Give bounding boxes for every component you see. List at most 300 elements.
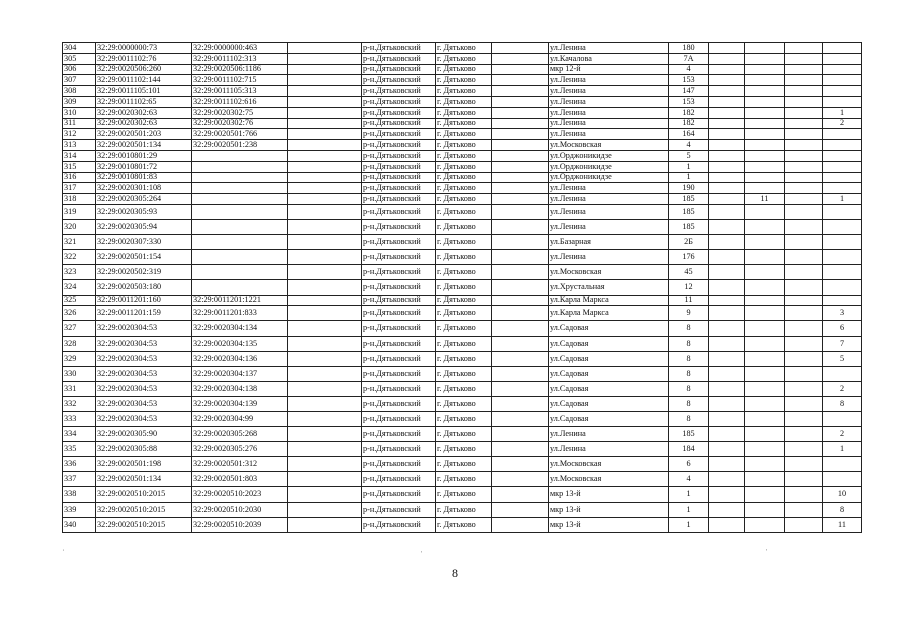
table-cell: г. Дятьково: [436, 411, 492, 426]
table-cell: 32:29:0020304:53: [96, 351, 192, 366]
table-cell: [785, 336, 823, 351]
table-cell: 32:29:0020305:276: [192, 442, 288, 457]
table-cell: [823, 53, 862, 64]
table-cell: [288, 150, 362, 161]
table-cell: ул.Ленина: [549, 194, 669, 205]
table-cell: [745, 150, 785, 161]
table-cell: [492, 336, 549, 351]
table-cell: [823, 86, 862, 97]
table-cell: [288, 336, 362, 351]
table-cell: [492, 250, 549, 265]
table-cell: ул.Садовая: [549, 381, 669, 396]
table-cell: [709, 411, 745, 426]
table-cell: 164: [669, 129, 709, 140]
table-cell: р-н.Дятьковский: [362, 53, 436, 64]
table-cell: 4: [669, 64, 709, 75]
table-cell: [745, 351, 785, 366]
table-cell: р-н.Дятьковский: [362, 517, 436, 532]
table-cell: р-н.Дятьковский: [362, 172, 436, 183]
table-cell: 8: [669, 381, 709, 396]
table-row: [63, 250, 862, 265]
table-cell: [709, 53, 745, 64]
table-cell: 32:29:0010801:29: [96, 150, 192, 161]
table-cell: 340: [63, 517, 96, 532]
table-cell: ул.Ленина: [549, 107, 669, 118]
table-cell: [709, 381, 745, 396]
scan-speck: ˈ: [420, 550, 423, 559]
table-cell: ул.Хрустальная: [549, 280, 669, 295]
table-cell: [288, 411, 362, 426]
table-cell: р-н.Дятьковский: [362, 194, 436, 205]
table-cell: [745, 204, 785, 219]
table-cell: [785, 194, 823, 205]
table-cell: 32:29:0020501:203: [96, 129, 192, 140]
table-cell: [785, 351, 823, 366]
table-cell: 32:29:0020304:53: [96, 396, 192, 411]
table-cell: [192, 161, 288, 172]
table-cell: [785, 306, 823, 321]
table-cell: ул.Карла Маркса: [549, 295, 669, 306]
table-cell: 32:29:0020304:134: [192, 321, 288, 336]
table-cell: р-н.Дятьковский: [362, 140, 436, 151]
table-cell: 326: [63, 306, 96, 321]
table-cell: [492, 118, 549, 129]
table-cell: 8: [669, 321, 709, 336]
table-cell: [785, 321, 823, 336]
table-cell: ул.Орджоникидзе: [549, 150, 669, 161]
table-cell: 319: [63, 204, 96, 219]
table-cell: [745, 517, 785, 532]
table-cell: 32:29:0020302:63: [96, 118, 192, 129]
table-cell: 32:29:0020302:75: [192, 107, 288, 118]
table-cell: [709, 295, 745, 306]
table-row: [63, 472, 862, 487]
table-cell: [288, 396, 362, 411]
table-cell: г. Дятьково: [436, 118, 492, 129]
table-row: [63, 53, 862, 64]
table-cell: 32:29:0011102:65: [96, 96, 192, 107]
table-cell: [492, 64, 549, 75]
table-cell: [288, 107, 362, 118]
table-cell: 1: [823, 442, 862, 457]
table-cell: [785, 86, 823, 97]
table-cell: 184: [669, 442, 709, 457]
table-cell: 32:29:0020510:2039: [192, 517, 288, 532]
table-cell: 11: [745, 194, 785, 205]
table-row: [63, 43, 862, 54]
table-cell: 337: [63, 472, 96, 487]
table-cell: 318: [63, 194, 96, 205]
table-cell: р-н.Дятьковский: [362, 487, 436, 502]
table-cell: р-н.Дятьковский: [362, 411, 436, 426]
table-cell: ул.Ленина: [549, 427, 669, 442]
registry-table: [62, 42, 862, 533]
table-cell: 32:29:0020501:198: [96, 457, 192, 472]
table-cell: 190: [669, 183, 709, 194]
table-cell: [288, 235, 362, 250]
table-cell: [745, 107, 785, 118]
table-cell: [745, 220, 785, 235]
table-cell: [492, 411, 549, 426]
table-cell: 336: [63, 457, 96, 472]
table-cell: 4: [669, 472, 709, 487]
table-cell: [745, 140, 785, 151]
table-cell: [745, 321, 785, 336]
table-cell: г. Дятьково: [436, 86, 492, 97]
table-cell: [492, 457, 549, 472]
table-cell: [823, 280, 862, 295]
table-cell: 32:29:0020501:766: [192, 129, 288, 140]
table-cell: р-н.Дятьковский: [362, 64, 436, 75]
table-cell: [288, 75, 362, 86]
table-cell: г. Дятьково: [436, 250, 492, 265]
table-cell: 32:29:0020510:2015: [96, 487, 192, 502]
table-cell: р-н.Дятьковский: [362, 321, 436, 336]
table-cell: 32:29:0020304:139: [192, 396, 288, 411]
table-cell: р-н.Дятьковский: [362, 280, 436, 295]
table-row: [63, 502, 862, 517]
table-cell: [745, 457, 785, 472]
table-cell: г. Дятьково: [436, 457, 492, 472]
table-cell: [288, 220, 362, 235]
table-cell: [785, 427, 823, 442]
table-cell: 9: [669, 306, 709, 321]
table-cell: 32:29:0020510:2030: [192, 502, 288, 517]
table-cell: [492, 194, 549, 205]
table-cell: 8: [669, 396, 709, 411]
table-cell: [192, 172, 288, 183]
table-cell: 185: [669, 220, 709, 235]
table-cell: [192, 220, 288, 235]
table-cell: г. Дятьково: [436, 427, 492, 442]
table-cell: [745, 161, 785, 172]
table-cell: [709, 172, 745, 183]
table-row: [63, 129, 862, 140]
table-cell: [745, 235, 785, 250]
table-cell: р-н.Дятьковский: [362, 351, 436, 366]
table-cell: 32:29:0020510:2015: [96, 517, 192, 532]
table-cell: г. Дятьково: [436, 321, 492, 336]
table-cell: [192, 183, 288, 194]
table-cell: 7А: [669, 53, 709, 64]
table-cell: ул.Садовая: [549, 396, 669, 411]
table-cell: 32:29:0020502:319: [96, 265, 192, 280]
table-cell: 32:29:0020506:260: [96, 64, 192, 75]
table-cell: [823, 140, 862, 151]
table-cell: 180: [669, 43, 709, 54]
table-cell: [492, 396, 549, 411]
table-cell: 333: [63, 411, 96, 426]
table-cell: [288, 472, 362, 487]
table-cell: г. Дятьково: [436, 220, 492, 235]
table-cell: [288, 129, 362, 140]
table-cell: 307: [63, 75, 96, 86]
table-row: [63, 183, 862, 194]
table-cell: [492, 172, 549, 183]
table-cell: [745, 442, 785, 457]
table-cell: 32:29:0011102:76: [96, 53, 192, 64]
table-row: [63, 140, 862, 151]
table-cell: 32:29:0000000:73: [96, 43, 192, 54]
table-cell: [709, 280, 745, 295]
table-cell: ул.Ленина: [549, 220, 669, 235]
table-cell: [492, 442, 549, 457]
table-cell: р-н.Дятьковский: [362, 366, 436, 381]
table-cell: ул.Ленина: [549, 250, 669, 265]
table-cell: [823, 457, 862, 472]
table-row: [63, 194, 862, 205]
table-cell: г. Дятьково: [436, 140, 492, 151]
table-row: [63, 204, 862, 219]
page-number: 8: [452, 566, 458, 580]
table-cell: [745, 53, 785, 64]
table-cell: [192, 194, 288, 205]
table-cell: [745, 183, 785, 194]
table-cell: [709, 183, 745, 194]
table-cell: 311: [63, 118, 96, 129]
table-cell: г. Дятьково: [436, 396, 492, 411]
table-cell: [785, 140, 823, 151]
table-row: [63, 64, 862, 75]
table-cell: [785, 235, 823, 250]
table-cell: р-н.Дятьковский: [362, 442, 436, 457]
table-cell: 32:29:0020304:53: [96, 366, 192, 381]
table-cell: [785, 411, 823, 426]
table-cell: [709, 517, 745, 532]
table-cell: [288, 53, 362, 64]
table-cell: [709, 150, 745, 161]
table-cell: 335: [63, 442, 96, 457]
table-cell: 32:29:0020501:154: [96, 250, 192, 265]
table-cell: [492, 150, 549, 161]
table-cell: 10: [823, 487, 862, 502]
table-row: [63, 265, 862, 280]
table-row: [63, 75, 862, 86]
table-cell: [492, 183, 549, 194]
table-cell: [745, 129, 785, 140]
table-cell: [823, 96, 862, 107]
table-cell: [492, 306, 549, 321]
table-cell: р-н.Дятьковский: [362, 107, 436, 118]
table-cell: 317: [63, 183, 96, 194]
table-cell: 320: [63, 220, 96, 235]
table-cell: мкр 12-й: [549, 64, 669, 75]
table-cell: 5: [823, 351, 862, 366]
table-cell: 316: [63, 172, 96, 183]
table-cell: [745, 411, 785, 426]
table-cell: 32:29:0020501:134: [96, 140, 192, 151]
table-cell: [288, 265, 362, 280]
table-cell: [288, 64, 362, 75]
table-cell: р-н.Дятьковский: [362, 381, 436, 396]
table-cell: 185: [669, 194, 709, 205]
table-cell: р-н.Дятьковский: [362, 336, 436, 351]
table-cell: [492, 280, 549, 295]
table-cell: [785, 161, 823, 172]
table-cell: г. Дятьково: [436, 306, 492, 321]
table-cell: р-н.Дятьковский: [362, 250, 436, 265]
table-cell: [823, 64, 862, 75]
table-cell: 32:29:0020503:180: [96, 280, 192, 295]
table-cell: [709, 204, 745, 219]
table-cell: [709, 472, 745, 487]
table-cell: [288, 442, 362, 457]
table-cell: р-н.Дятьковский: [362, 150, 436, 161]
table-row: [63, 457, 862, 472]
table-cell: [709, 75, 745, 86]
table-cell: [709, 427, 745, 442]
table-cell: [745, 366, 785, 381]
table-cell: 325: [63, 295, 96, 306]
table-cell: [785, 250, 823, 265]
table-cell: 2: [823, 381, 862, 396]
table-cell: [288, 204, 362, 219]
table-cell: 32:29:0020305:264: [96, 194, 192, 205]
table-cell: [745, 427, 785, 442]
table-cell: [745, 86, 785, 97]
table-cell: г. Дятьково: [436, 442, 492, 457]
table-cell: [745, 487, 785, 502]
scan-speck: ˈ: [765, 548, 768, 557]
table-cell: р-н.Дятьковский: [362, 472, 436, 487]
table-cell: 32:29:0020501:134: [96, 472, 192, 487]
table-cell: [745, 96, 785, 107]
table-cell: 8: [669, 336, 709, 351]
table-cell: 32:29:0011102:715: [192, 75, 288, 86]
table-cell: 182: [669, 107, 709, 118]
table-cell: [709, 220, 745, 235]
table-cell: г. Дятьково: [436, 265, 492, 280]
table-cell: 176: [669, 250, 709, 265]
table-cell: [288, 140, 362, 151]
table-cell: [288, 96, 362, 107]
table-cell: 329: [63, 351, 96, 366]
table-cell: [785, 107, 823, 118]
table-cell: 328: [63, 336, 96, 351]
table-cell: 8: [669, 366, 709, 381]
table-cell: г. Дятьково: [436, 53, 492, 64]
table-cell: 1: [823, 107, 862, 118]
table-cell: [492, 86, 549, 97]
table-row: [63, 118, 862, 129]
table-cell: [288, 194, 362, 205]
table-cell: 32:29:0020302:76: [192, 118, 288, 129]
table-cell: 304: [63, 43, 96, 54]
table-cell: р-н.Дятьковский: [362, 396, 436, 411]
table-cell: [745, 396, 785, 411]
table-row: [63, 427, 862, 442]
table-cell: г. Дятьково: [436, 161, 492, 172]
table-cell: ул.Московская: [549, 140, 669, 151]
table-cell: р-н.Дятьковский: [362, 457, 436, 472]
table-cell: [492, 161, 549, 172]
table-cell: [492, 140, 549, 151]
table-cell: 153: [669, 75, 709, 86]
table-cell: [288, 280, 362, 295]
table-cell: 32:29:0010801:83: [96, 172, 192, 183]
table-cell: 32:29:0011201:1221: [192, 295, 288, 306]
table-cell: 331: [63, 381, 96, 396]
table-row: [63, 107, 862, 118]
table-cell: 32:29:0011201:159: [96, 306, 192, 321]
table-cell: [785, 487, 823, 502]
table-cell: [492, 129, 549, 140]
table-cell: ул.Садовая: [549, 336, 669, 351]
table-cell: [745, 43, 785, 54]
table-cell: [745, 295, 785, 306]
table-cell: 315: [63, 161, 96, 172]
table-cell: 1: [669, 161, 709, 172]
table-cell: 11: [823, 517, 862, 532]
table-cell: 2: [823, 427, 862, 442]
table-cell: [785, 517, 823, 532]
table-cell: 32:29:0020304:53: [96, 381, 192, 396]
table-cell: [823, 204, 862, 219]
table-cell: 32:29:0020305:88: [96, 442, 192, 457]
table-cell: [709, 442, 745, 457]
table-cell: 11: [669, 295, 709, 306]
table-cell: [288, 502, 362, 517]
table-cell: [288, 321, 362, 336]
table-cell: 338: [63, 487, 96, 502]
table-cell: р-н.Дятьковский: [362, 183, 436, 194]
table-cell: 32:29:0011102:313: [192, 53, 288, 64]
table-cell: 153: [669, 96, 709, 107]
table-cell: 185: [669, 204, 709, 219]
table-cell: [492, 107, 549, 118]
table-cell: 308: [63, 86, 96, 97]
table-row: [63, 306, 862, 321]
table-cell: [785, 442, 823, 457]
table-cell: [192, 280, 288, 295]
table-cell: ул.Ленина: [549, 442, 669, 457]
table-cell: 1: [669, 172, 709, 183]
table-cell: 324: [63, 280, 96, 295]
table-cell: 32:29:0020304:53: [96, 336, 192, 351]
table-cell: 32:29:0020304:99: [192, 411, 288, 426]
table-cell: ул.Ленина: [549, 86, 669, 97]
table-cell: 8: [823, 396, 862, 411]
table-cell: [709, 235, 745, 250]
table-cell: 32:29:0020301:108: [96, 183, 192, 194]
table-cell: [709, 140, 745, 151]
table-cell: мкр 13-й: [549, 502, 669, 517]
table-cell: г. Дятьково: [436, 336, 492, 351]
table-cell: 1: [669, 517, 709, 532]
table-cell: р-н.Дятьковский: [362, 118, 436, 129]
table-cell: 3: [823, 306, 862, 321]
table-cell: 32:29:0020510:2015: [96, 502, 192, 517]
table-cell: 306: [63, 64, 96, 75]
table-cell: [492, 366, 549, 381]
table-cell: [785, 150, 823, 161]
table-cell: [192, 250, 288, 265]
table-cell: ул.Орджоникидзе: [549, 161, 669, 172]
table-cell: 32:29:0020305:268: [192, 427, 288, 442]
table-cell: [492, 96, 549, 107]
table-cell: [745, 250, 785, 265]
table-cell: р-н.Дятьковский: [362, 265, 436, 280]
table-cell: [192, 235, 288, 250]
table-cell: 1: [823, 194, 862, 205]
table-cell: [745, 381, 785, 396]
table-cell: 32:29:0020501:312: [192, 457, 288, 472]
table-cell: [709, 161, 745, 172]
table-cell: [823, 129, 862, 140]
table-cell: [492, 502, 549, 517]
table-cell: 32:29:0020304:138: [192, 381, 288, 396]
table-cell: 32:29:0020304:136: [192, 351, 288, 366]
